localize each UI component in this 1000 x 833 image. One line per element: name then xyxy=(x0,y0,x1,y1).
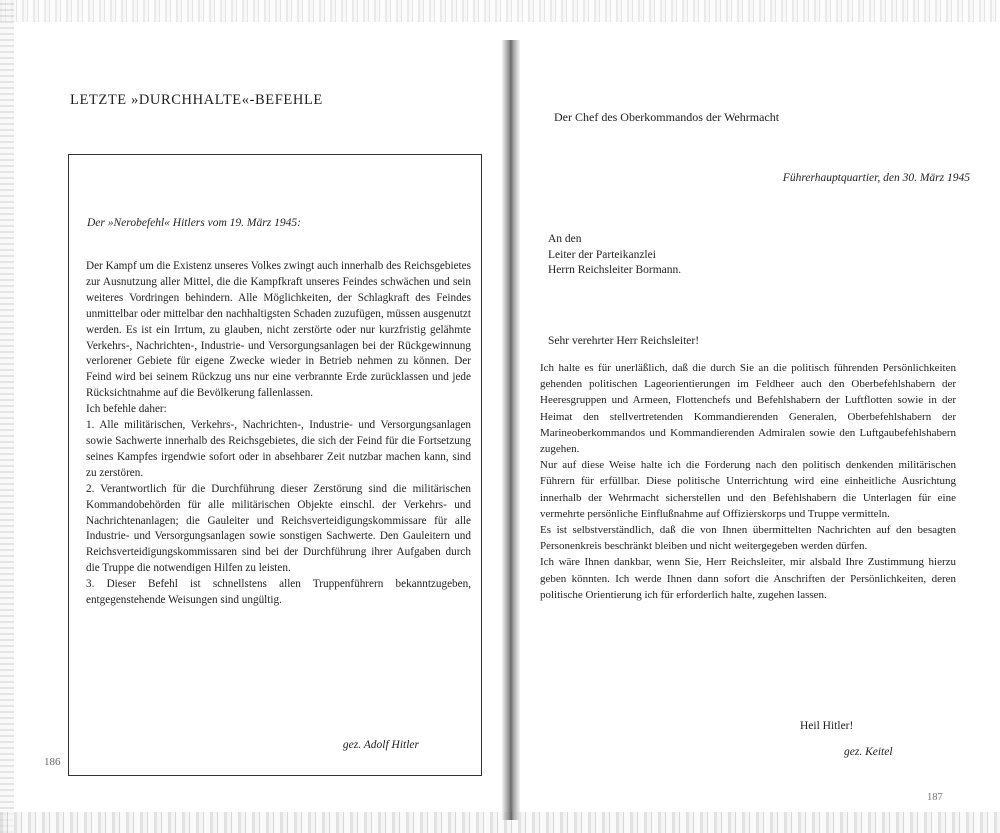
letter-recipient xyxy=(548,232,681,279)
letter-sender: Der Chef des Oberkommandos der Wehrmacht xyxy=(554,110,780,124)
left-page xyxy=(20,30,500,820)
order-heading: Der »Nerobefehl« Hitlers vom 19. März 1945: xyxy=(87,217,301,229)
order-paragraph-intro: Der Kampf um die Existenz unseres Volkes zwingt auch innerhalb des Reichsgebietes zur Ausnutzung aller Mittel, die die Kampfkraft unseres Feindes schwächen und sein weiteres Vordringen behindern. Alle Möglichkeiten, der Schlagkraft des Feindes unmittelbar oder mittelbar den nachhaltigsten Schaden zuzufügen, müssen ausgenutzt werden. Es ist ein Irrtum, zu glauben, nicht zerstörte oder nur kurzfristig gelähmte Verkehrs-, Nachrichten-, Industrie- und Versorgungsanlagen bei der Rückgewinnung verlorener Gebiete für eigene Zwecke wieder in Betrieb nehmen zu können. Der Feind wird bei seinem Rückzug uns nur eine verbrannte Erde zurücklassen und jede Rücksichtnahme auf die Bevölkerung fallenlassen. xyxy=(86,260,471,400)
order-signature: gez. Adolf Hitler xyxy=(342,739,419,751)
page-number-right: 187 xyxy=(927,792,943,803)
order-paragraph-point-2: 2. Verantwortlich für die Durchführung dieser Zerstörung sind die militärischen Kommandobehörden für alle militärischen Objekte einschl. der Verkehrs- und Nachrichtenanlagen; die Gauleiter und Reichsverteidigungskommissare für alle Industrie- und Versorgungsanlagen sowie sonstigen Sachwerte. Den Gauleitern und Reichsverteidigungskommissaren sind bei der Durchführung ihrer Aufgaben durch die Truppe die notwendigen Hilfen zu leisten. xyxy=(86,482,471,575)
letter-salutation: Sehr verehrter Herr Reichsleiter! xyxy=(548,335,700,347)
letter-body xyxy=(540,360,956,603)
letter-place-date: Führerhauptquartier, den 30. März 1945 xyxy=(782,172,970,184)
letter-paragraph: Ich wäre Ihnen dankbar, wenn Sie, Herr Reichsleiter, mir alsbald Ihre Zustimmung hierzu geben könnten. Ich werde Ihnen dann sofort die Anschriften der Persönlichkeiten, deren politische Orientierung ich für erforderlich halte, zugehen lassen. xyxy=(540,556,956,601)
book-gutter xyxy=(502,40,520,820)
letter-paragraph: Nur auf diese Weise halte ich die Forderung nach den politisch denkenden militärischen Führern für erfüllbar. Diese politische Unterrichtung wird eine einheitliche Ausrichtung innerhalb der Wehrmacht sicherstellen und den Befehlshabern die Unterlagen für eine vermehrte persönliche Einflußnahme auf Offizierskorps und Truppe vermitteln. xyxy=(540,459,956,520)
scan-noise-top xyxy=(0,0,1000,22)
letter-closing: Heil Hitler! xyxy=(800,720,854,732)
order-paragraph-point-3: 3. Dieser Befehl ist schnellstens allen Truppenführern bekanntzugeben, entgegenstehende Weisungen sind ungültig. xyxy=(86,578,471,607)
scan-noise-left xyxy=(0,0,14,833)
page-number-left: 186 xyxy=(44,756,61,768)
recipient-line: Herrn Reichsleiter Bormann. xyxy=(548,264,682,276)
letter-paragraph: Es ist selbstverständlich, daß die von Ihnen übermittelten Nachrichten auf den besagten Personenkreis beschränkt bleiben und nicht weitergegeben werden dürfen. xyxy=(540,524,956,553)
order-paragraph-point-1: 1. Alle militärischen, Verkehrs-, Nachrichten-, Industrie- und Versorgungsanlagen sowie Sachwerte innerhalb des Reichsgebietes, die sich der Feind für die Fortsetzung seines Kampfes irgendwie sofort oder in absehbarer Zeit nutzbar machen kann, sind zu zerstören. xyxy=(86,419,471,479)
letter-paragraph: Ich halte es für unerläßlich, daß die durch Sie an die politisch führenden Persönlichkeiten gehenden politischen Lageorientierungen im Feldheer auch den Oberbefehlshabern der Heeresgruppen und Armeen, Flottenchefs und Befehlshabern der Luftflotten sowie in der Heimat den stellvertretenden Kommandierenden Generalen, Oberbefehlshabern der Marineoberkommandos und Kommandierenden Admiralen sowie den Luftgaubefehlshabern zugehen. xyxy=(540,362,956,456)
nero-order-box xyxy=(68,154,482,776)
order-paragraph-command: Ich befehle daher: xyxy=(86,403,167,416)
letter-signature: gez. Keitel xyxy=(844,746,893,758)
recipient-line: An den xyxy=(548,233,582,245)
recipient-line: Leiter der Parteikanzlei xyxy=(548,248,656,261)
order-text xyxy=(86,259,471,609)
right-page xyxy=(522,40,992,820)
chapter-title: LETZTE »DURCHHALTE«-BEFEHLE xyxy=(70,92,323,108)
